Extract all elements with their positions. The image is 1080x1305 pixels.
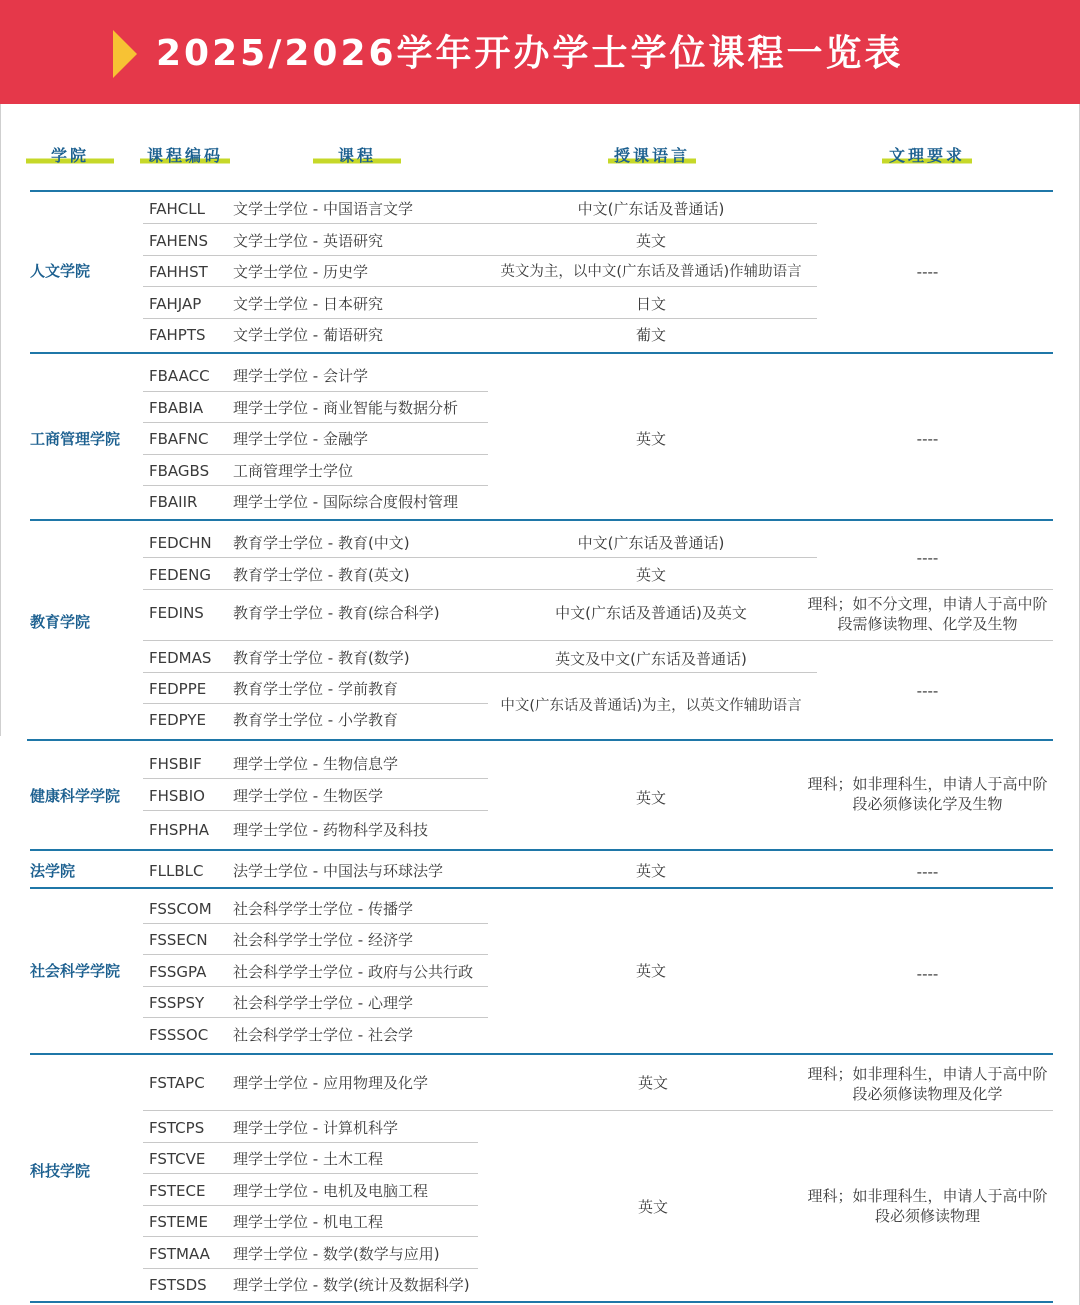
course-code: FEDCHN xyxy=(149,534,212,552)
row-divider xyxy=(143,454,488,455)
course-code: FBAACC xyxy=(149,367,210,385)
row-divider xyxy=(143,640,1053,641)
row-divider xyxy=(143,485,488,486)
row-divider xyxy=(143,1236,478,1237)
course-code: FHSBIO xyxy=(149,787,205,805)
faculty-name: 科技学院 xyxy=(30,1162,91,1180)
teaching-language: 日文 xyxy=(635,295,666,313)
header-code: 课程编码 xyxy=(140,146,230,168)
course-name: 理学士学位 - 国际综合度假村管理 xyxy=(233,493,458,511)
row-divider xyxy=(143,923,488,924)
row-divider xyxy=(143,986,488,987)
course-name: 社会科学学士学位 - 传播学 xyxy=(233,900,413,918)
course-code: FEDMAS xyxy=(149,649,212,667)
section-rule xyxy=(30,849,1053,851)
teaching-language: 英文 xyxy=(635,232,666,250)
course-name: 教育学士学位 - 教育(中文) xyxy=(233,534,410,552)
teaching-language: 英文 xyxy=(635,566,666,584)
section-rule xyxy=(30,190,1053,192)
course-name: 理学士学位 - 商业智能与数据分析 xyxy=(233,399,458,417)
teaching-language: 英文 xyxy=(637,1198,668,1216)
header-language: 授课语言 xyxy=(608,146,696,168)
requirement-text: ---- xyxy=(916,863,939,881)
header-faculty: 学院 xyxy=(26,146,114,168)
row-divider xyxy=(143,703,488,704)
course-name: 教育学士学位 - 教育(综合科学) xyxy=(233,604,440,622)
course-code: FSTCVE xyxy=(149,1150,206,1168)
course-code: FHSBIF xyxy=(149,755,202,773)
course-code: FSSPSY xyxy=(149,994,205,1012)
arrow-icon xyxy=(113,30,137,78)
faculty-name: 工商管理学院 xyxy=(30,430,121,448)
row-divider xyxy=(143,589,1053,590)
requirement-text: 理科；如非理科生，申请人于高中阶段必须修读物理及化学 xyxy=(807,1065,1048,1103)
row-divider xyxy=(143,810,488,811)
course-name: 文学士学位 - 中国语言文学 xyxy=(233,200,413,218)
course-name: 社会科学学士学位 - 经济学 xyxy=(233,931,413,949)
course-name: 理学士学位 - 药物科学及科技 xyxy=(233,821,428,839)
course-name: 理学士学位 - 数学(统计及数据科学) xyxy=(233,1276,470,1294)
teaching-language: 中文(广东话及普通话)为主，以英文作辅助语言 xyxy=(500,698,802,714)
row-divider xyxy=(143,1205,478,1206)
teaching-language: 中文(广东话及普通话) xyxy=(577,200,725,218)
teaching-language: 英文及中文(广东话及普通话) xyxy=(555,650,747,668)
faculty-name: 健康科学学院 xyxy=(30,787,121,805)
row-divider xyxy=(143,391,488,392)
course-code: FSTCPS xyxy=(149,1119,205,1137)
course-code: FBAFNC xyxy=(149,430,209,448)
course-code: FSSECN xyxy=(149,931,208,949)
course-name: 理学士学位 - 会计学 xyxy=(233,367,368,385)
course-code: FSSGPA xyxy=(149,963,207,981)
teaching-language: 英文 xyxy=(635,789,666,807)
requirement-text: 理科；如非理科生，申请人于高中阶段必须修读化学及生物 xyxy=(807,775,1048,813)
teaching-language: 英文 xyxy=(635,430,666,448)
header-program: 课程 xyxy=(313,146,401,168)
requirement-text: ---- xyxy=(916,682,939,700)
teaching-language: 英文为主，以中文(广东话及普通话)作辅助语言 xyxy=(500,264,802,280)
section-rule xyxy=(30,352,1053,354)
row-divider xyxy=(143,1173,478,1174)
course-name: 教育学士学位 - 小学教育 xyxy=(233,711,398,729)
course-code: FBAIIR xyxy=(149,493,198,511)
section-rule xyxy=(27,739,1053,741)
course-name: 教育学士学位 - 学前教育 xyxy=(233,680,398,698)
course-code: FAHCLL xyxy=(149,200,205,218)
course-code: FEDPYE xyxy=(149,711,207,729)
course-code: FSTSDS xyxy=(149,1276,207,1294)
course-code: FAHPTS xyxy=(149,326,206,344)
requirement-text: ---- xyxy=(916,430,939,448)
course-code: FEDPPE xyxy=(149,680,207,698)
title-banner xyxy=(0,0,1080,104)
course-code: FAHJAP xyxy=(149,295,202,313)
faculty-name: 教育学院 xyxy=(30,613,91,631)
course-name: 理学士学位 - 应用物理及化学 xyxy=(233,1074,428,1092)
teaching-language: 中文(广东话及普通话)及英文 xyxy=(555,604,747,622)
course-name: 法学士学位 - 中国法与环球法学 xyxy=(233,862,443,880)
teaching-language: 英文 xyxy=(635,862,666,880)
course-name: 文学士学位 - 历史学 xyxy=(233,263,368,281)
row-divider xyxy=(143,223,817,224)
course-code: FEDINS xyxy=(149,604,204,622)
course-name: 理学士学位 - 金融学 xyxy=(233,430,368,448)
course-code: FBABIA xyxy=(149,399,204,417)
course-name: 理学士学位 - 计算机科学 xyxy=(233,1119,398,1137)
row-divider xyxy=(143,255,817,256)
row-divider xyxy=(143,318,817,319)
requirement-text: ---- xyxy=(916,263,939,281)
course-name: 文学士学位 - 日本研究 xyxy=(233,295,383,313)
row-divider xyxy=(143,954,488,955)
course-name: 教育学士学位 - 教育(数学) xyxy=(233,649,410,667)
course-code: FSTECE xyxy=(149,1182,206,1200)
course-code: FAHENS xyxy=(149,232,209,250)
course-code: FSTAPC xyxy=(149,1074,205,1092)
section-rule xyxy=(30,1301,1053,1303)
row-divider xyxy=(143,422,488,423)
row-divider xyxy=(143,557,817,558)
course-code: FBAGBS xyxy=(149,462,210,480)
course-name: 社会科学学士学位 - 社会学 xyxy=(233,1026,413,1044)
course-code: FLLBLC xyxy=(149,862,204,880)
requirement-text: ---- xyxy=(916,549,939,567)
header-requirement: 文理要求 xyxy=(882,146,972,168)
faculty-name: 社会科学学院 xyxy=(30,962,121,980)
row-divider xyxy=(143,1268,478,1269)
course-code: FSTMAA xyxy=(149,1245,210,1263)
teaching-language: 葡文 xyxy=(635,326,666,344)
course-name: 工商管理学士学位 xyxy=(233,462,354,480)
course-code: FSSCOM xyxy=(149,900,212,918)
row-divider xyxy=(143,672,817,673)
course-name: 社会科学学士学位 - 政府与公共行政 xyxy=(233,963,473,981)
teaching-language: 英文 xyxy=(637,1074,668,1092)
section-rule xyxy=(30,519,1053,521)
row-divider xyxy=(143,1142,478,1143)
row-divider xyxy=(143,286,817,287)
course-name: 文学士学位 - 葡语研究 xyxy=(233,326,383,344)
course-code: FSTEME xyxy=(149,1213,208,1231)
page-title: 2025/2026学年开办学士学位课程一览表 xyxy=(156,33,904,74)
course-name: 理学士学位 - 生物医学 xyxy=(233,787,383,805)
row-divider xyxy=(143,1017,488,1018)
requirement-text: ---- xyxy=(916,965,939,983)
faculty-name: 人文学院 xyxy=(30,262,91,280)
row-divider xyxy=(143,778,488,779)
section-rule xyxy=(30,1053,1053,1055)
course-code: FAHHST xyxy=(149,263,208,281)
teaching-language: 英文 xyxy=(635,962,666,980)
course-name: 理学士学位 - 生物信息学 xyxy=(233,755,398,773)
frame-border-left xyxy=(0,104,1,736)
course-name: 理学士学位 - 数学(数学与应用) xyxy=(233,1245,440,1263)
faculty-name: 法学院 xyxy=(30,862,76,880)
row-divider xyxy=(143,1110,1053,1111)
course-name: 理学士学位 - 土木工程 xyxy=(233,1150,383,1168)
course-name: 社会科学学士学位 - 心理学 xyxy=(233,994,413,1012)
course-code: FEDENG xyxy=(149,566,211,584)
teaching-language: 中文(广东话及普通话) xyxy=(577,534,725,552)
section-rule xyxy=(30,887,1053,889)
requirement-text: 理科；如不分文理，申请人于高中阶段需修读物理、化学及生物 xyxy=(807,595,1048,633)
course-code: FSSSOC xyxy=(149,1026,209,1044)
course-name: 理学士学位 - 机电工程 xyxy=(233,1213,383,1231)
requirement-text: 理科；如非理科生，申请人于高中阶段必须修读物理 xyxy=(807,1187,1048,1225)
course-name: 教育学士学位 - 教育(英文) xyxy=(233,566,410,584)
course-code: FHSPHA xyxy=(149,821,210,839)
course-name: 文学士学位 - 英语研究 xyxy=(233,232,383,250)
course-name: 理学士学位 - 电机及电脑工程 xyxy=(233,1182,428,1200)
